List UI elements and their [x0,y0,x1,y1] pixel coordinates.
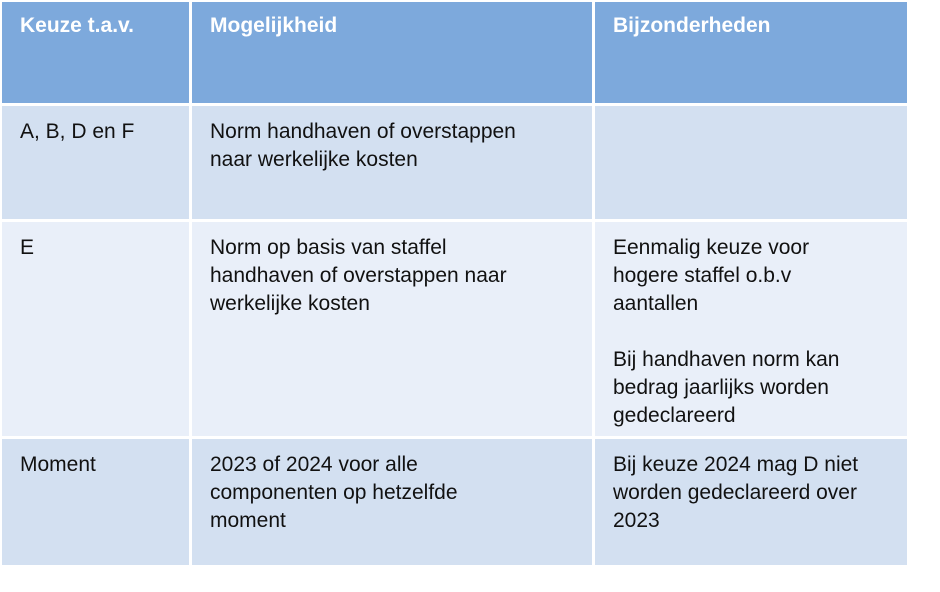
bijzonderheden-row-3-para-1: Bij keuze 2024 mag D niet worden gedeclareerd over 2023 [613,453,859,532]
cell-mogelijkheid-row-1: Norm handhaven of overstappen naar werkelijke kosten [192,106,592,219]
cell-keuze-row-3: Moment [2,439,189,565]
cell-bijzonderheden-row-3 [595,439,907,565]
bijzonderheden-row-2-para-2: Bij handhaven norm kan bedrag jaarlijks worden gedeclareerd [613,348,840,427]
cell-bijzonderheden-row-2 [595,222,907,436]
cell-mogelijkheid-row-3: 2023 of 2024 voor alle componenten op hetzelfde moment [192,439,592,565]
header-bijzonderheden: Bijzonderheden [595,2,907,103]
keuze-table [2,2,907,565]
cell-keuze-row-2: E [2,222,189,436]
header-keuze: Keuze t.a.v. [2,2,189,103]
header-mogelijkheid: Mogelijkheid [192,2,592,103]
cell-bijzonderheden-row-1 [595,106,907,219]
cell-keuze-row-1: A, B, D en F [2,106,189,219]
bijzonderheden-row-2-para-1: Eenmalig keuze voor hogere staffel o.b.v aantallen [613,236,810,315]
cell-mogelijkheid-row-2: Norm op basis van staffel handhaven of overstappen naar werkelijke kosten [192,222,592,436]
